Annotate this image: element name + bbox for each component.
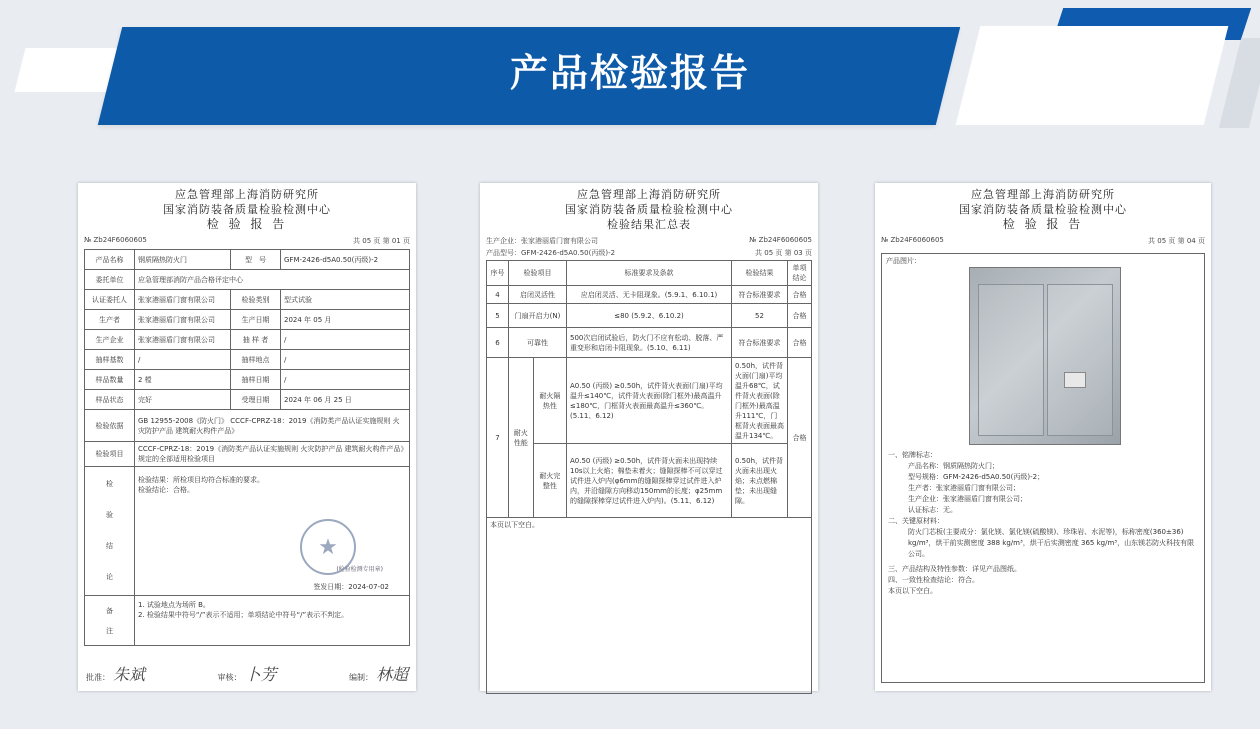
institute-name: 应急管理部上海消防研究所 (175, 188, 319, 201)
table-header-row (487, 261, 812, 286)
field-label: 生产日期 (231, 310, 281, 330)
product-notes (888, 450, 1198, 597)
photo-frame (881, 253, 1205, 683)
photo-label: 产品图片： (886, 257, 921, 265)
field-label: 型 号 (231, 250, 281, 270)
field-label: 委托单位 (85, 270, 135, 290)
requirement: ≤80 (5.9.2、6.10.2) (567, 304, 732, 328)
nameplate (1064, 372, 1086, 388)
approve-label: 批准： (86, 673, 110, 682)
field-value: CCCF-CPRZ-18：2019《消防类产品认证实施规则 火灾防护产品 建筑耐火构件产品》规定的全部适用检验项目 (135, 442, 410, 467)
official-seal: ★ (300, 519, 356, 575)
center-name: 国家消防装备质量检验检测中心 (959, 203, 1127, 216)
table-row (487, 286, 812, 304)
field-value: 2024 年 05 月 (281, 310, 410, 330)
test-item: 启闭灵活性 (509, 286, 567, 304)
field-label: 生产者 (85, 310, 135, 330)
field-label: 受理日期 (231, 390, 281, 410)
requirement: 应启闭灵活、无卡阻现象。(5.9.1、6.10.1) (567, 286, 732, 304)
field-value: 型式试验 (281, 290, 410, 310)
field-label: 抽样地点 (231, 350, 281, 370)
result: 符合标准要求 (732, 286, 788, 304)
review-signature: 卜芳 (244, 665, 277, 684)
field-label: 检验依据 (85, 410, 135, 442)
page-title: 产品检验报告 (509, 51, 750, 95)
note-line: 型号规格：GFM-2426-d5A0.50(丙级)-2； (908, 473, 1045, 481)
field-label: 样品数量 (85, 370, 135, 390)
table-row (487, 304, 812, 328)
table-row (85, 370, 410, 390)
table-row (85, 290, 410, 310)
field-value: 2 樘 (135, 370, 231, 390)
row-number: 5 (487, 304, 509, 328)
table-row (487, 328, 812, 358)
banner-white-stripe-right (956, 26, 1229, 125)
test-subitem: 耐火完整性 (533, 444, 566, 518)
review-label: 审核： (217, 673, 242, 682)
remark-line: 2. 检验结果中符号“/”表示不适用；单项结论中符号“/”表示不判定。 (138, 611, 349, 619)
summary-table (486, 260, 812, 694)
banner-grey-edge (1219, 38, 1260, 128)
field-value: 2024 年 06 月 25 日 (281, 390, 410, 410)
table-row (85, 410, 410, 442)
field-label: 抽 样 者 (231, 330, 281, 350)
requirement: A0.50 (丙级) ≥0.50h，试件背火面未出现持续10s以上火焰；棉垫未着火；缝隙探棒不可以穿过试件进入炉内(φ6mm的缝隙探棒穿过试件进入炉内，并沿缝隙方向移动150mm的长度；φ25mm的缝隙探棒穿过试件进入炉内)。(5.11、6.12) (567, 444, 732, 518)
note-line: 产品名称：钢质隔热防火门； (908, 462, 999, 470)
door-leaf-left (978, 284, 1044, 436)
requirement: 500次启闭试验后，防火门不应有松动、脱落、严重变形和启闭卡阻现象。(5.10、6.11) (567, 328, 732, 358)
table-row (85, 442, 410, 467)
test-group: 耐火性能 (509, 358, 534, 518)
note-line: 生产者：张家港丽盾门窗有限公司； (908, 484, 1020, 492)
center-name: 国家消防装备质量检验检测中心 (565, 203, 733, 216)
result: 0.50h，试件背火面(门扇)平均温升68℃，试件背火表面(除门框外)最高温升111℃，门框背火表面最高温升134℃。 (732, 358, 788, 444)
verdict: 合格 (788, 358, 812, 518)
result: 52 (732, 304, 788, 328)
conclusion-label: 检 验 结 论 (85, 467, 135, 596)
report-info-table (84, 249, 410, 646)
note-line: 认证标志：无。 (908, 506, 957, 514)
door-leaf-right (1047, 284, 1113, 436)
sign-date: 签发日期：2024-07-02 (313, 583, 389, 591)
table-row (85, 310, 410, 330)
field-value: / (281, 370, 410, 390)
column-header: 检验项目 (509, 261, 567, 286)
note-line: 防火门芯板(主要成分：氯化镁、氯化镁(硫酸镁)、珍珠岩、水泥等)，标称密度(360±36) kg/m³，烘干前实测密度 388 kg/m³，烘干后实测密度 365 kg/m³，山东镁芯防火科技有限公司。 (908, 528, 1195, 558)
report-sheet-photo (875, 183, 1211, 691)
conclusion-cell (135, 467, 410, 596)
row-number: 7 (487, 358, 509, 518)
report-sheet-summary (480, 183, 818, 691)
field-label: 样品状态 (85, 390, 135, 410)
table-row (85, 250, 410, 270)
column-header: 检验结果 (732, 261, 788, 286)
test-subitem: 耐火隔热性 (533, 358, 566, 444)
field-value: / (281, 350, 410, 370)
summary-title: 检验结果汇总表 (607, 218, 691, 231)
row-number: 4 (487, 286, 509, 304)
table-row (85, 330, 410, 350)
section-heading: 四、一致性检查结论：符合。 (888, 576, 979, 584)
product-model: 产品型号：GFM-2426-d5A0.50(丙级)-2 (486, 249, 616, 257)
institute-name: 应急管理部上海消防研究所 (971, 188, 1115, 201)
column-header: 标准要求及条款 (567, 261, 732, 286)
fire-door-photo (969, 267, 1121, 445)
field-value: 张家港丽盾门窗有限公司 (135, 310, 231, 330)
result: 0.50h，试件背火面未出现火焰；未点燃棉垫；未出现缝隙。 (732, 444, 788, 518)
table-row (487, 358, 812, 444)
conclusion-result: 检验结果：所检项目均符合标准的要求。 (138, 476, 264, 484)
verdict: 合格 (788, 304, 812, 328)
field-label: 产品名称 (85, 250, 135, 270)
institute-name: 应急管理部上海消防研究所 (577, 188, 721, 201)
field-label: 检验项目 (85, 442, 135, 467)
remarks-label: 备 注 (85, 596, 135, 646)
table-row (85, 390, 410, 410)
requirement: A0.50 (丙级) ≥0.50h，试件背火表面(门扇)平均温升≤140℃，试件背火表面(除门框外)最高温升≤180℃，门框背火表面最高温升≤360℃。(5.11、6.12) (567, 358, 732, 444)
field-value: 完好 (135, 390, 231, 410)
verdict: 合格 (788, 286, 812, 304)
report-title: 检 验 报 告 (1002, 217, 1084, 231)
report-number: № Zb24F6060605 (84, 236, 147, 244)
section-heading: 二、关键原材料： (888, 517, 944, 525)
page-indicator: 共 05 页 第 01 页 (353, 237, 410, 245)
column-header: 序号 (487, 261, 509, 286)
field-value: GFM-2426-d5A0.50(丙级)-2 (281, 250, 410, 270)
compile-label: 编制： (348, 673, 373, 682)
remark-line: 1. 试验地点为场所 B。 (138, 601, 210, 609)
section-heading: 三、产品结构及特性参数：详见产品图纸。 (888, 565, 1021, 573)
field-value: / (135, 350, 231, 370)
field-value: 应急管理部消防产品合格评定中心 (135, 270, 410, 290)
remarks-cell (135, 596, 410, 646)
table-row (85, 467, 410, 596)
page-indicator: 共 05 页 第 04 页 (1148, 237, 1205, 245)
field-value: 张家港丽盾门窗有限公司 (135, 330, 231, 350)
result: 符合标准要求 (732, 328, 788, 358)
test-item: 门扇开启力(N) (509, 304, 567, 328)
field-label: 抽样日期 (231, 370, 281, 390)
seal-caption: (检验检测专用章) (336, 566, 383, 573)
compile-signature: 林超 (375, 665, 408, 684)
report-number: № Zb24F6060605 (881, 236, 944, 244)
field-value: 钢质隔热防火门 (135, 250, 231, 270)
field-label: 检验类别 (231, 290, 281, 310)
field-label: 抽样基数 (85, 350, 135, 370)
table-row (85, 350, 410, 370)
report-number: № Zb24F6060605 (749, 236, 812, 244)
page-indicator: 共 05 页 第 03 页 (755, 249, 812, 257)
blank-note: 本页以下空白。 (888, 587, 937, 595)
approve-signature: 朱斌 (113, 665, 146, 684)
signature-row (86, 662, 408, 685)
verdict: 合格 (788, 328, 812, 358)
producer: 生产企业：张家港丽盾门窗有限公司 (486, 237, 598, 245)
field-label: 生产企业 (85, 330, 135, 350)
center-name: 国家消防装备质量检验检测中心 (163, 203, 331, 216)
test-item: 可靠性 (509, 328, 567, 358)
field-value: 张家港丽盾门窗有限公司 (135, 290, 231, 310)
table-row (487, 444, 812, 518)
field-value: / (281, 330, 410, 350)
row-number: 6 (487, 328, 509, 358)
field-value: GB 12955-2008《防火门》 CCCF-CPRZ-18：2019《消防类产品认证实施规则 火灾防护产品 建筑耐火构件产品》 (135, 410, 410, 442)
table-row (85, 270, 410, 290)
table-row (85, 596, 410, 646)
blank-note: 本页以下空白。 (487, 518, 812, 694)
conclusion-verdict: 检验结论：合格。 (138, 486, 194, 494)
field-label: 认证委托人 (85, 290, 135, 310)
table-row (487, 518, 812, 694)
report-title: 检 验 报 告 (206, 217, 288, 231)
section-heading: 一、铭牌标志： (888, 451, 937, 459)
report-sheet-cover (78, 183, 416, 691)
column-header: 单项结论 (788, 261, 812, 286)
note-line: 生产企业：张家港丽盾门窗有限公司； (908, 495, 1027, 503)
